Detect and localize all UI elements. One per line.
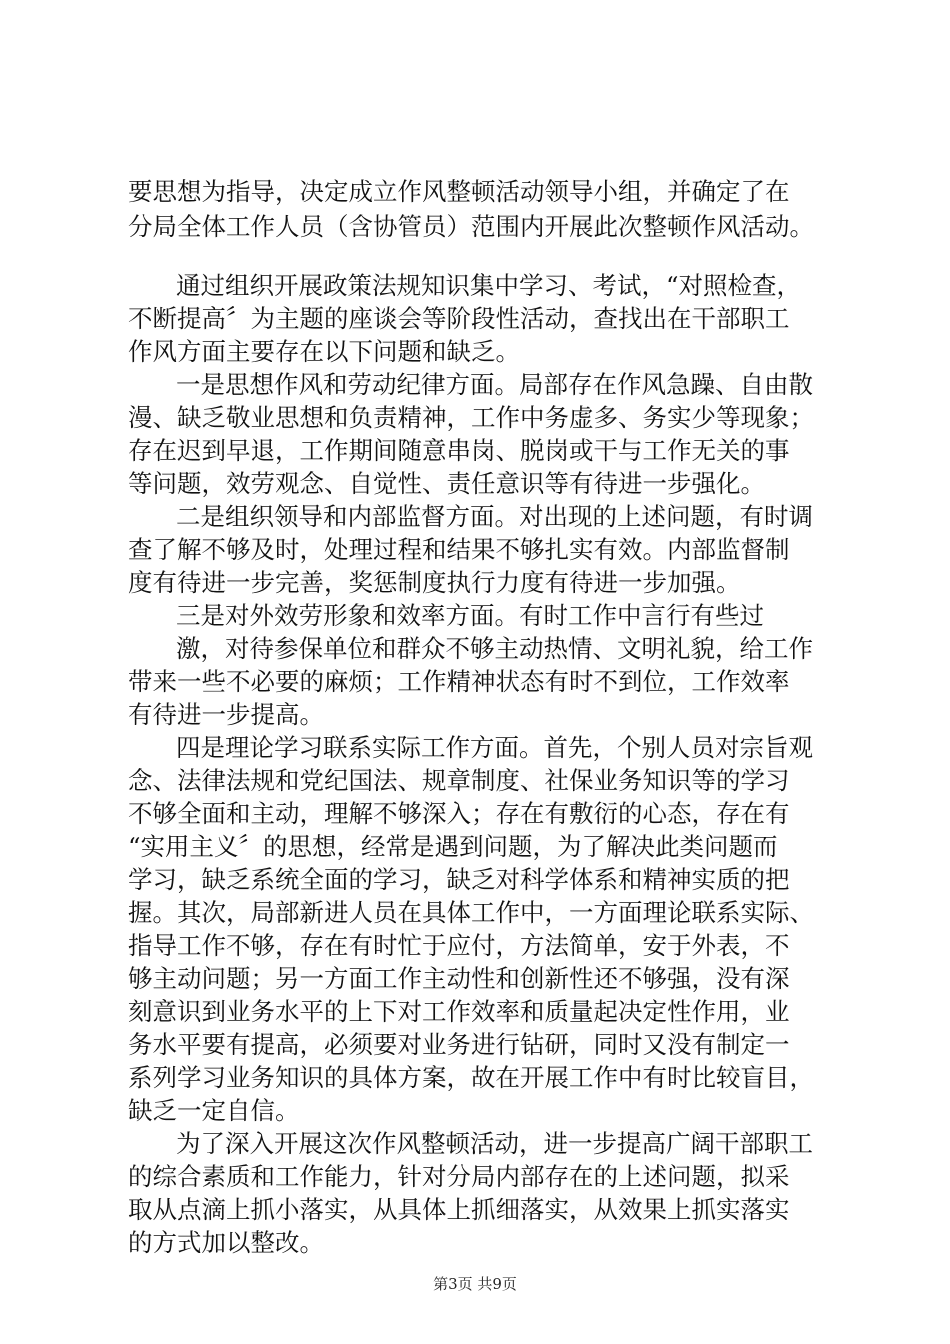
- text-line: 念、法律法规和党纪国法、规章制度、社保业务知识等的学习: [128, 766, 790, 795]
- text-line: 漫、缺乏敬业思想和负责精神，工作中务虚多、务实少等现象；: [128, 403, 814, 432]
- text-line: 四是理论学习联系实际工作方面。首先，个别人员对宗旨观: [176, 733, 813, 762]
- text-line: 通过组织开展政策法规知识集中学习、考试，“对照检查，: [176, 271, 802, 300]
- text-line: 存在迟到早退，工作期间随意串岗、脱岗或干与工作无关的事: [128, 436, 790, 465]
- text-line: 带来一些不必要的麻烦；工作精神状态有时不到位，工作效率: [128, 667, 790, 696]
- text-line: 要思想为指导，决定成立作风整顿活动领导小组，并确定了在: [128, 177, 790, 206]
- text-line: 查了解不够及时，处理过程和结果不够扎实有效。内部监督制: [128, 535, 790, 564]
- text-line: 握。其次，局部新进人员在具体工作中，一方面理论联系实际、: [128, 898, 814, 927]
- text-line: 激，对待参保单位和群众不够主动热情、文明礼貌，给工作: [176, 634, 813, 663]
- text-line: 分局全体工作人员（含协管员）范围内开展此次整顿作风活动。: [128, 212, 814, 241]
- text-line: 不断提高〞为主题的座谈会等阶段性活动，查找出在干部职工: [128, 304, 790, 333]
- text-line: 学习，缺乏系统全面的学习，缺乏对科学体系和精神实质的把: [128, 865, 790, 894]
- text-line: 二是组织领导和内部监督方面。对出现的上述问题，有时调: [176, 502, 813, 531]
- page-footer: 第3页 共9页: [433, 1275, 517, 1293]
- text-line: “实用主义〞的思想，经常是遇到问题，为了解决此类问题而: [128, 832, 778, 861]
- text-line: 缺乏一定自信。: [128, 1096, 300, 1125]
- text-line: 取从点滴上抓小落实，从具体上抓细落实，从效果上抓实落实: [128, 1195, 790, 1224]
- text-line: 指导工作不够，存在有时忙于应付，方法简单，安于外表，不: [128, 931, 790, 960]
- text-line: 的方式加以整改。: [128, 1228, 324, 1257]
- text-line: 三是对外效劳形象和效率方面。有时工作中言行有些过: [176, 601, 764, 630]
- text-line: 为了深入开展这次作风整顿活动，进一步提高广阔干部职工: [176, 1129, 813, 1158]
- text-line: 务水平要有提高，必须要对业务进行钻研，同时又没有制定一: [128, 1030, 790, 1059]
- text-line: 的综合素质和工作能力，针对分局内部存在的上述问题，拟采: [128, 1162, 790, 1191]
- text-line: 作风方面主要存在以下问题和缺乏。: [128, 337, 520, 366]
- text-line: 不够全面和主动，理解不够深入；存在有敷衍的心态，存在有: [128, 799, 790, 828]
- text-line: 系列学习业务知识的具体方案，故在开展工作中有时比较盲目，: [128, 1063, 814, 1092]
- text-line: 一是思想作风和劳动纪律方面。局部存在作风急躁、自由散: [176, 370, 813, 399]
- text-line: 够主动问题；另一方面工作主动性和创新性还不够强，没有深: [128, 964, 790, 993]
- text-line: 等问题，效劳观念、自觉性、责任意识等有待进一步强化。: [128, 469, 765, 498]
- text-line: 有待进一步提高。: [128, 700, 324, 729]
- text-line: 刻意识到业务水平的上下对工作效率和质量起决定性作用，业: [128, 997, 790, 1026]
- text-line: 度有待进一步完善，奖惩制度执行力度有待进一步加强。: [128, 568, 741, 597]
